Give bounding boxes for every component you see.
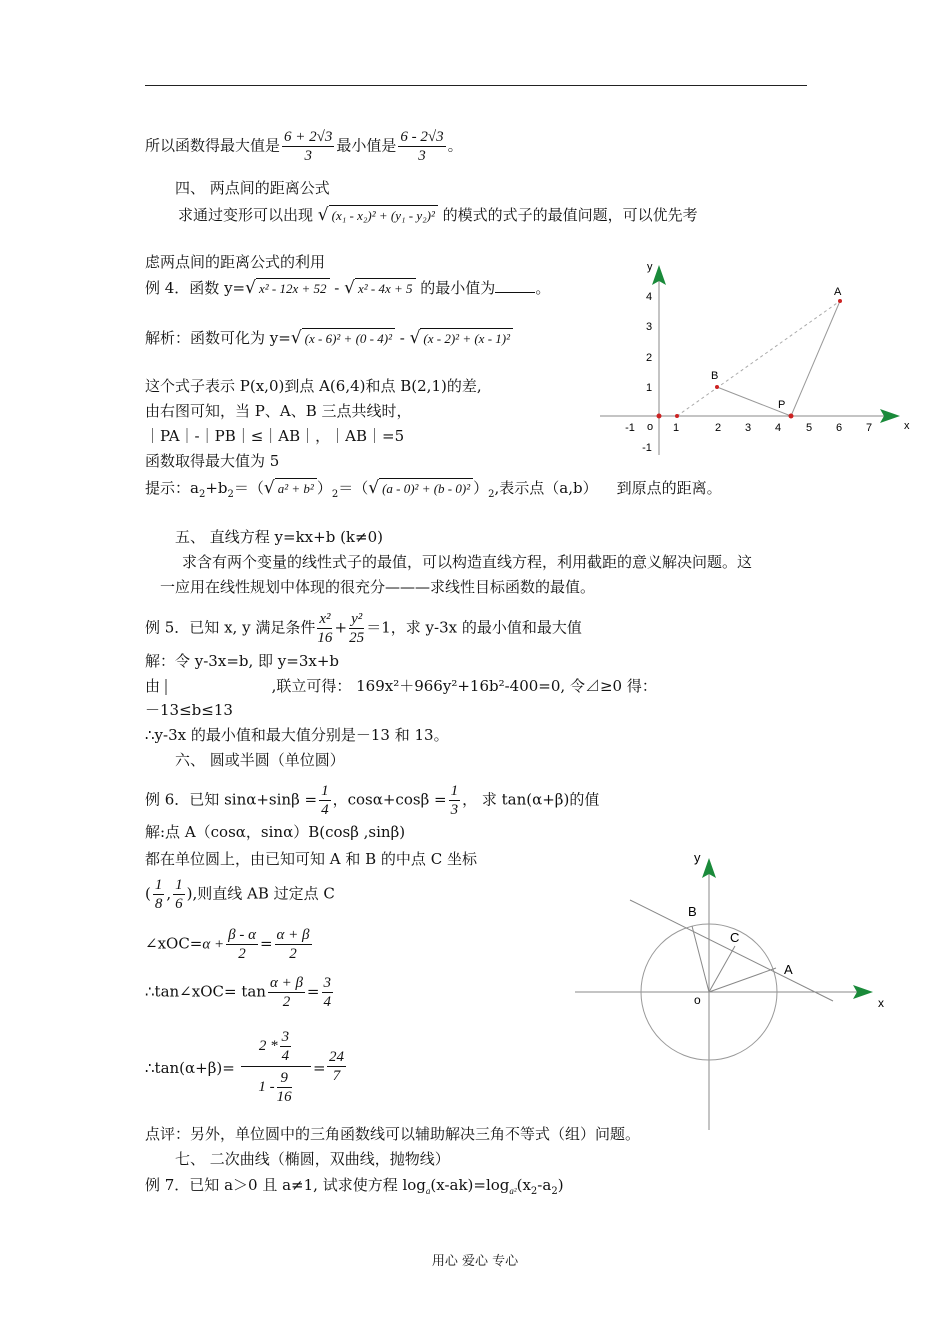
solution-5-line-2: 由 ,联立可得： 169x²＋966y²+16b²-400=0, 令⊿≥0 得： — [145, 677, 657, 695]
graph1-x-label: x — [904, 420, 910, 432]
example-7: 例 7．已知 a＞0 且 a≠1, 试求使方程 $\log_a(x-ak)=\log_{a^2}(x_2-a_2)$ — [145, 1176, 564, 1197]
solution-4-line-4: ｜PA｜-｜PB｜≤｜AB｜，｜AB｜=5 — [145, 427, 405, 445]
solution-6-line-2: 都在单位圆上，由已知可知 A 和 B 的中点 C 坐标 — [145, 850, 477, 868]
solution-6-line-4: ∠xOC=α + $\frac{\beta - \alpha}{2}$ = $\frac{\alpha + \beta}{2}$ — [145, 927, 310, 962]
x-tick: 7 — [865, 422, 873, 434]
unit-circle-graph — [570, 840, 900, 1140]
label-P: P — [778, 399, 786, 411]
distance-graph — [590, 255, 920, 465]
solution-5-line-4: ∴y-3x 的最小值和最大值分别是－13 和 13。 — [145, 726, 449, 744]
y-tick: 2 — [645, 352, 653, 364]
solution-4-line-5: 函数取得最大值为 5 — [145, 452, 280, 470]
example-5: 例 5．已知 x, y 满足条件 $\frac{\text{x²}}{16}$ + $\frac{\text{y²}}{25}$ ＝1，求 y-3x 的最小值和最大值 — [145, 611, 582, 646]
x-tick: 4 — [774, 422, 782, 434]
example-6: 例 6．已知 sinα+sinβ = $\frac{1}{4}$ ，cosα+cosβ = $\frac{1}{3}$ ， 求 tan(α+β)的值 — [145, 783, 600, 818]
solution-6-line-5: ∴tan∠xOC= tan $\frac{\alpha + \beta}{2}$ = $\frac{3}{4}$ — [145, 975, 331, 1010]
y-tick: 3 — [645, 321, 653, 333]
section-5-text-1: 求含有两个变量的线性式子的最值，可以构造直线方程，利用截距的意义解决问题。这 — [182, 553, 753, 571]
solution-4: 解析：函数可化为 y=√ (x - 6)² + (0 - 4)² - √ (x - 2)² + (x - 1)² — [145, 328, 513, 349]
section-7-heading: 七、 二次曲线（椭圆，双曲线，抛物线） — [175, 1150, 450, 1168]
line-OB — [692, 926, 709, 992]
x-tick: 1 — [672, 422, 680, 434]
x-tick: 5 — [805, 422, 813, 434]
solution-5: 解：令 y-3x=b, 即 y=3x+b — [145, 652, 340, 670]
label-B: B — [688, 904, 697, 919]
footer: 用心 爱心 专心 — [431, 1254, 519, 1269]
point-A — [838, 299, 842, 303]
distance-formula-line: 求通过变形可以出现 √ (x₁ - x₂)² + (y₁ - y₂)² 的模式的式子的最值问题，可以优先考 — [178, 205, 698, 225]
remark: 点评：另外，单位圆中的三角函数线可以辅助解决三角不等式（组）问题。 — [145, 1125, 641, 1143]
y-tick: 4 — [645, 291, 653, 303]
y-tick: -1 — [642, 442, 652, 454]
point-origin — [657, 414, 662, 419]
section-4-heading: 四、 两点间的距离公式 — [175, 179, 330, 197]
y-tick: 1 — [645, 382, 653, 394]
label-A: A — [784, 962, 793, 977]
point-B — [715, 385, 719, 389]
x-tick: 2 — [714, 422, 722, 434]
example-4: 例 4．函数 y=√ x² - 12x + 52 - √ x² - 4x + 5 的最小值为 。 — [145, 278, 551, 298]
graph2-y-label: y — [694, 850, 701, 865]
section-5-heading: 五、 直线方程 y=kx+b (k≠0) — [175, 528, 383, 546]
equation-system-brace — [165, 679, 267, 695]
hint-line: 提示：$a_2+b_2=(√$ a² + b² ）$_2=(√$ (a - 0)² + (b - 0)² ）$_2$,表示点（a,b） 到原点的距离。 — [145, 478, 722, 500]
solution-6-line-3: ( $\frac{1}{8}$ , $\frac{1}{6}$ ),则直线 AB 过定点 C — [145, 877, 335, 912]
line-OC — [709, 946, 735, 992]
solution-4-line-3: 由右图可知，当 P、A、B 三点共线时， — [145, 402, 412, 420]
label-A: A — [834, 286, 842, 298]
solution-6: 解:点 A（cosα，sinα）B(cosβ ,sinβ) — [145, 823, 406, 841]
line-AB — [630, 900, 833, 1001]
label-B: B — [711, 370, 719, 382]
distance-formula-line-2: 虑两点间的距离公式的利用 — [145, 253, 326, 271]
header-rule — [145, 85, 807, 86]
point-P — [789, 414, 794, 419]
x-tick: 6 — [835, 422, 843, 434]
solution-4-line-2: 这个式子表示 P(x,0)到点 A(6,4)和点 B(2,1)的差, — [145, 377, 482, 395]
section-6-heading: 六、 圆或半圆（单位圆） — [175, 751, 345, 769]
label-C: C — [730, 930, 740, 945]
x-tick: -1 — [625, 422, 635, 434]
x-tick-labels — [625, 422, 872, 434]
x-tick: 3 — [744, 422, 752, 434]
solution-5-line-3: －13≤b≤13 — [145, 701, 233, 719]
point-intersect — [675, 414, 679, 418]
max-value-line: 所以函数得最大值是 $\frac{6 + 2√3}{3}$ 最小值是 $\frac{6 - 2√3}{3}$ 。 — [145, 129, 463, 164]
graph1-y-label: y — [647, 261, 653, 273]
graph2-origin: o — [694, 993, 701, 1007]
graph1-origin: o — [647, 421, 654, 433]
section-5-text-2: 一应用在线性规划中体现的很充分———求线性目标函数的最值。 — [160, 578, 596, 596]
graph2-x-label: x — [878, 996, 884, 1010]
answer-blank — [495, 278, 535, 293]
line-OA — [709, 968, 776, 992]
